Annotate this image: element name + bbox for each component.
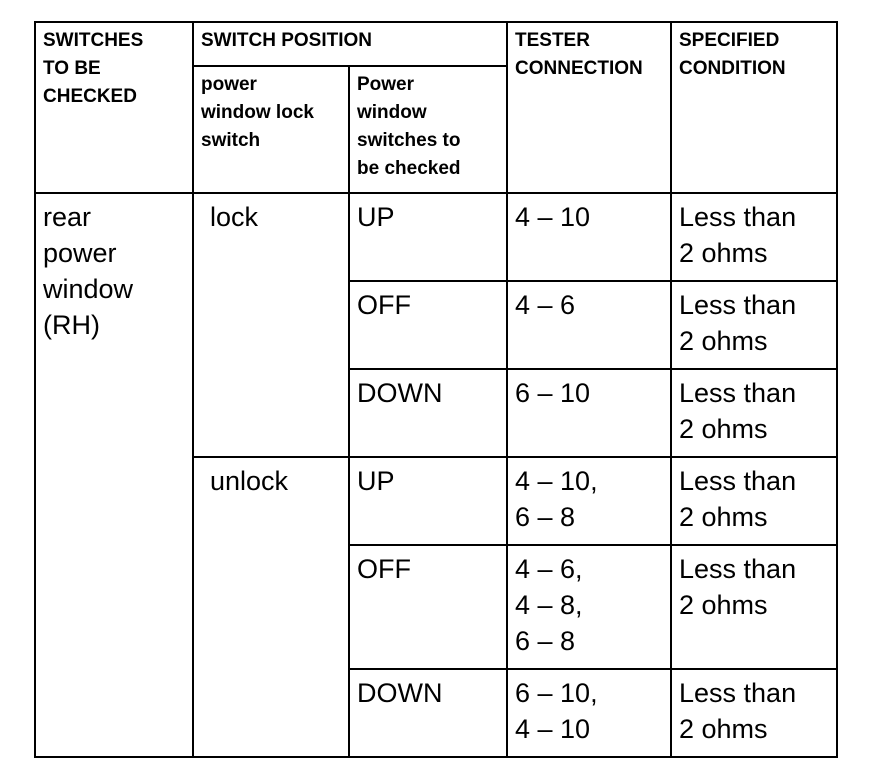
condition-text: 2 ohms bbox=[679, 238, 768, 268]
connection-text: 4 – 10, bbox=[515, 466, 598, 496]
connection-text: 4 – 6, bbox=[515, 554, 583, 584]
header-lock-switch bbox=[193, 66, 349, 193]
connection-cell bbox=[507, 281, 671, 369]
lock-state-cell bbox=[193, 457, 349, 757]
position-text: UP bbox=[357, 202, 395, 232]
connection-text: 6 – 10 bbox=[515, 378, 591, 408]
header-switches-to-be-checked bbox=[35, 22, 193, 193]
condition-cell bbox=[671, 457, 837, 545]
condition-text: Less than bbox=[679, 378, 797, 408]
connection-cell bbox=[507, 457, 671, 545]
position-text: OFF bbox=[357, 290, 411, 320]
connection-text: 6 – 8 bbox=[515, 626, 576, 656]
header-text: CONNECTION bbox=[515, 58, 643, 79]
connection-text: 4 – 10 bbox=[515, 202, 591, 232]
condition-text: 2 ohms bbox=[679, 714, 768, 744]
connection-cell bbox=[507, 669, 671, 757]
header-text: window lock bbox=[201, 102, 314, 123]
position-cell bbox=[349, 369, 507, 457]
position-text: DOWN bbox=[357, 678, 443, 708]
connection-cell bbox=[507, 545, 671, 669]
switch-name-text: rear bbox=[43, 202, 92, 232]
header-text: switches to bbox=[357, 130, 461, 151]
switch-name-text: window bbox=[43, 274, 134, 304]
switch-name-text: (RH) bbox=[43, 310, 100, 340]
lock-state-text: lock bbox=[210, 202, 259, 232]
connection-text: 6 – 8 bbox=[515, 502, 576, 532]
condition-text: Less than bbox=[679, 290, 797, 320]
condition-text: 2 ohms bbox=[679, 590, 768, 620]
header-specified-condition bbox=[671, 22, 837, 193]
switch-name-text: power bbox=[43, 238, 117, 268]
header-text: power bbox=[201, 74, 257, 95]
position-cell bbox=[349, 281, 507, 369]
header-text: CONDITION bbox=[679, 58, 786, 79]
connection-text: 4 – 10 bbox=[515, 714, 591, 744]
condition-text: Less than bbox=[679, 202, 797, 232]
condition-text: 2 ohms bbox=[679, 502, 768, 532]
header-text: CHECKED bbox=[43, 86, 137, 107]
header-text: SWITCH POSITION bbox=[201, 30, 372, 51]
position-cell bbox=[349, 669, 507, 757]
connection-text: 4 – 6 bbox=[515, 290, 576, 320]
header-text: SWITCHES bbox=[43, 30, 144, 51]
condition-cell bbox=[671, 545, 837, 669]
header-switch-position bbox=[193, 22, 507, 66]
position-text: UP bbox=[357, 466, 395, 496]
header-text: SPECIFIED bbox=[679, 30, 780, 51]
condition-text: 2 ohms bbox=[679, 414, 768, 444]
condition-cell bbox=[671, 281, 837, 369]
position-text: DOWN bbox=[357, 378, 443, 408]
condition-text: Less than bbox=[679, 678, 797, 708]
condition-text: Less than bbox=[679, 554, 797, 584]
position-cell bbox=[349, 193, 507, 281]
header-text: TESTER bbox=[515, 30, 590, 51]
position-cell bbox=[349, 545, 507, 669]
connection-text: 6 – 10, bbox=[515, 678, 598, 708]
switch-name-cell bbox=[35, 193, 193, 757]
condition-text: 2 ohms bbox=[679, 326, 768, 356]
table-row bbox=[35, 193, 837, 281]
header-row-1 bbox=[35, 22, 837, 66]
condition-cell bbox=[671, 193, 837, 281]
header-text: switch bbox=[201, 130, 261, 151]
lock-state-cell bbox=[193, 193, 349, 457]
connection-text: 4 – 8, bbox=[515, 590, 583, 620]
lock-state-text: unlock bbox=[210, 466, 289, 496]
position-text: OFF bbox=[357, 554, 411, 584]
header-switches-checked bbox=[349, 66, 507, 193]
header-text: TO BE bbox=[43, 58, 101, 79]
header-text: be checked bbox=[357, 158, 461, 179]
header-tester-connection bbox=[507, 22, 671, 193]
position-cell bbox=[349, 457, 507, 545]
header-text: Power bbox=[357, 74, 415, 95]
condition-text: Less than bbox=[679, 466, 797, 496]
connection-cell bbox=[507, 369, 671, 457]
header-text: window bbox=[357, 102, 427, 123]
switch-inspection-table bbox=[34, 21, 838, 758]
connection-cell bbox=[507, 193, 671, 281]
condition-cell bbox=[671, 369, 837, 457]
condition-cell bbox=[671, 669, 837, 757]
